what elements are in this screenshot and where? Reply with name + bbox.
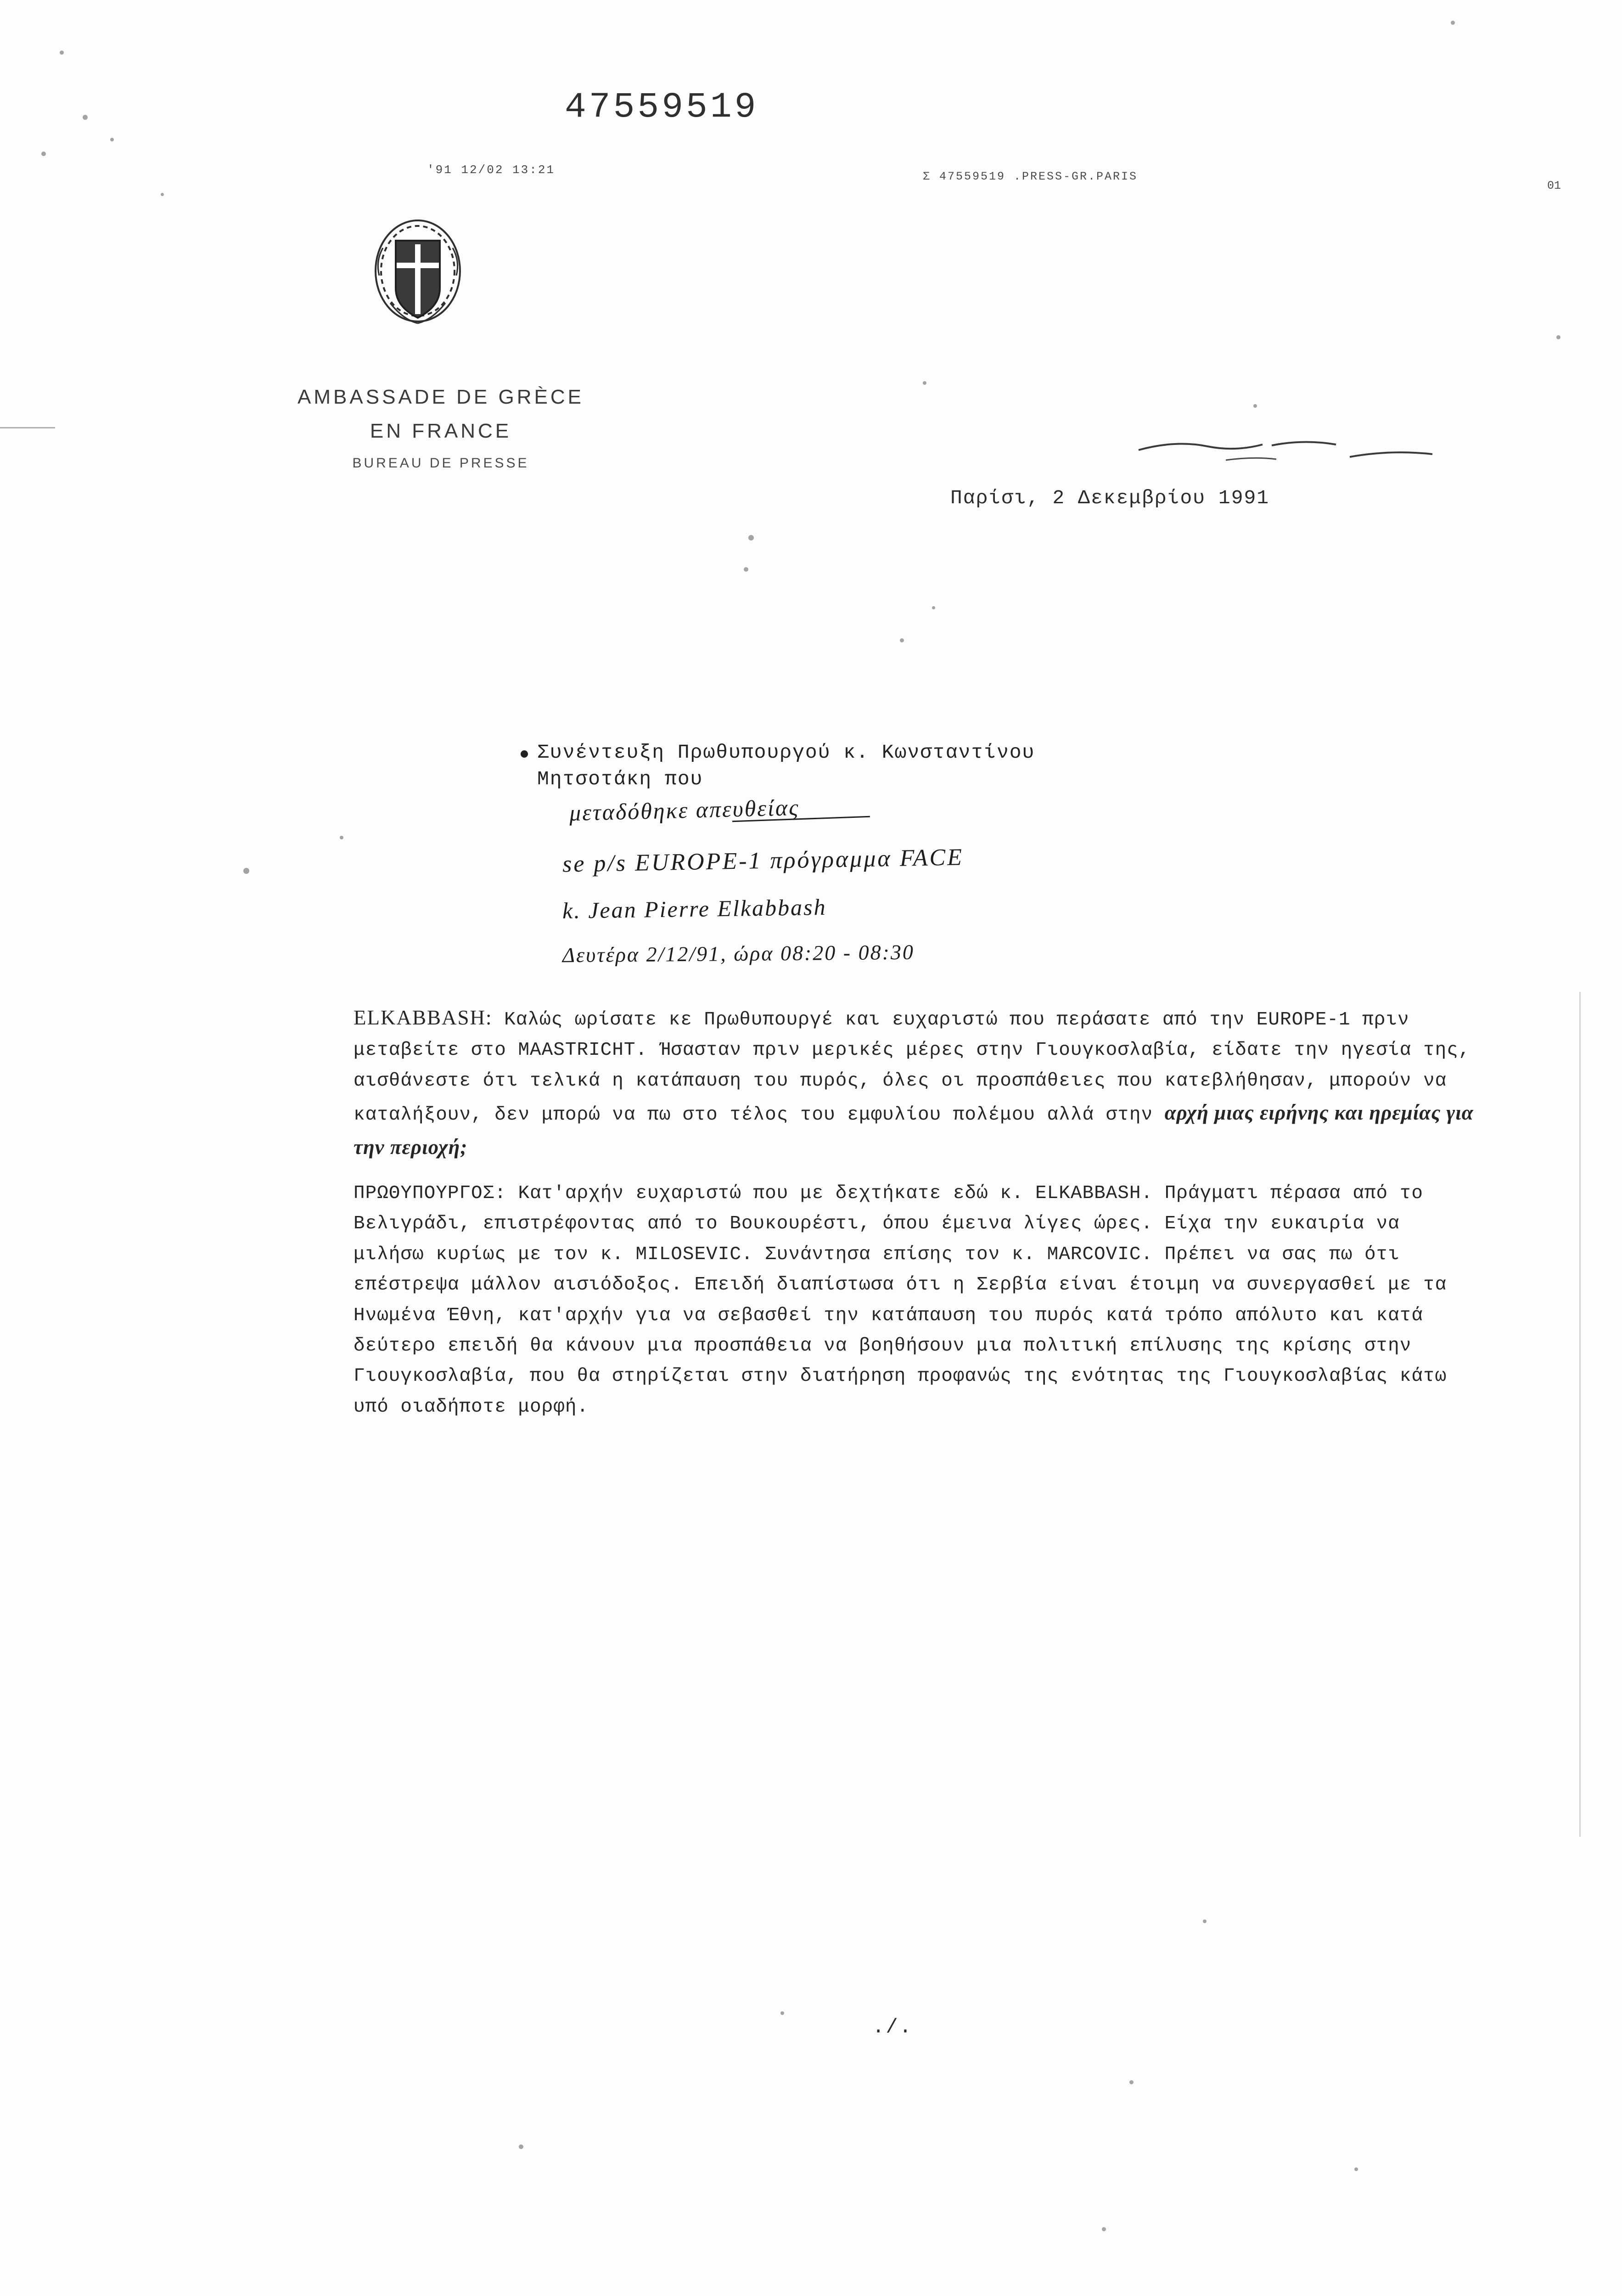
letterhead-line-2: EN FRANCE [370,420,512,442]
transcript-text-primeminister: Κατ'αρχήν ευχαριστώ που με δεχτήκατε εδώ κ. ELKABBASH. Πράγματι πέρασα από το Βελιγράδι, επιστρέφοντας από το Βουκουρέστι, όπου έμεινα λίγες ώρες. Είχα την ευκαιρία να μιλήσω κυρίως με τον κ. MILOSEVIC. Συνάντησα επίσης τον κ. MARCOVIC. Πρέπει να σας πω ότι επέστρεψα μάλλον αισιόδοξος. Επειδή διαπίστωσα ότι η Σερβία είναι έτοιμη να συνεργασθεί με τα Ηνωμένα Έθνη, κατ'αρχήν για να σεβασθεί την κατάπαυση του πυρός κατά τρόπο απόλυτο και κατά δεύτερο επειδή θα κάνουν μια προσπάθεια να βοηθήσουν μια πολιτική επίλυσης της κρίσης στην Γιουγκοσλαβία, που θα στηρίζεται στην διατήρηση προφανώς της ενότητας της Γιουγκοσλαβίας κάτω υπό οιαδήποτε μορφή. [354,1183,1447,1418]
letterhead-line-3: BUREAU DE PRESSE [352,456,529,471]
handwriting-line-1: μεταδόθηκε απευθείας [569,794,800,826]
speaker-label-primeminister: ΠΡΩΘΥΠΟΥΡΓΟΣ: [354,1183,506,1204]
fax-page-number: 01 [1547,179,1561,192]
page-continuation-mark: ./. [872,2016,913,2039]
scan-speck [1129,2080,1134,2084]
scan-speck [60,51,64,55]
date-line: Παρίσι, 2 Δεκεμβρίου 1991 [950,487,1270,509]
scan-speck [748,535,754,540]
page-edge-mark [0,427,55,428]
scan-speck [744,567,748,572]
subject-line-1: Συνέντευξη Πρωθυπουργού κ. Κωνσταντίνου [537,741,1035,764]
scan-speck [923,381,926,385]
scan-speck [243,868,249,874]
scan-speck [1253,404,1257,408]
transcript-text-elkabbash: Καλώς ωρίσατε κε Πρωθυπουργέ και ευχαριστώ που περάσατε από την EUROPE-1 πριν μεταβείτε στο MAASTRICHT. Ήσασταν πριν μερικές μέρες στην Γιουγκοσλαβία, είδατε την ηγεσία της, αισθάνεστε ότι τελικά η κατάπαυση του πυρός, όλες οι προσπάθειες που κατεβλήθησαν, μπορούν να καταλήξουν, δεν μπορώ να πω στο τέλος του εμφυλίου πολέμου αλλά στην [354,1009,1470,1126]
scan-speck [83,115,88,120]
scan-speck [161,193,164,196]
page-margin-rule [1579,992,1581,1837]
fax-transmission-stamp: '91 12/02 13:21 [427,163,556,177]
handwriting-line-3: k. Jean Pierre Elkabbash [562,894,827,924]
greek-coat-of-arms-emblem [363,211,473,331]
transcript-emphasis-elkabbash: αρχή μιας ειρήνης και ηρεμίας για την περιοχή; [354,1101,1474,1159]
transcript-paragraph [354,1001,1474,1165]
scan-speck [932,606,935,609]
letterhead [239,386,643,471]
bullet-dot-icon [521,750,528,758]
scan-speck [900,638,904,642]
transcript-paragraph [354,1178,1474,1422]
scan-speck [340,836,343,839]
scan-speck [780,2011,784,2015]
pen-scribble-mark [1134,432,1483,473]
scan-speck [1203,1919,1207,1923]
scan-speck [1354,2167,1358,2171]
speaker-label-elkabbash: ELKABBASH: [354,1006,493,1029]
handwriting-line-4: Δευτέρα 2/12/91, ώρα 08:20 - 08:30 [562,940,915,967]
subject-line-2: Μητσοτάκη που [537,768,703,791]
scan-speck [1556,335,1560,339]
scan-speck [519,2144,523,2149]
handwriting-line-2: se p/s EUROPE-1 πρόγραμμα FACE [562,844,964,878]
fax-sender-line: Σ 47559519 .PRESS-GR.PARIS [923,170,1138,183]
scan-speck [110,138,114,141]
scan-speck [1451,21,1455,25]
fax-number: 47559519 [565,87,759,128]
subject-block [537,739,1501,793]
scan-speck [1102,2227,1106,2231]
transcript-body [354,1001,1474,1436]
letterhead-line-1: AMBASSADE DE GRÈCE [297,386,584,408]
scan-speck [41,152,46,156]
